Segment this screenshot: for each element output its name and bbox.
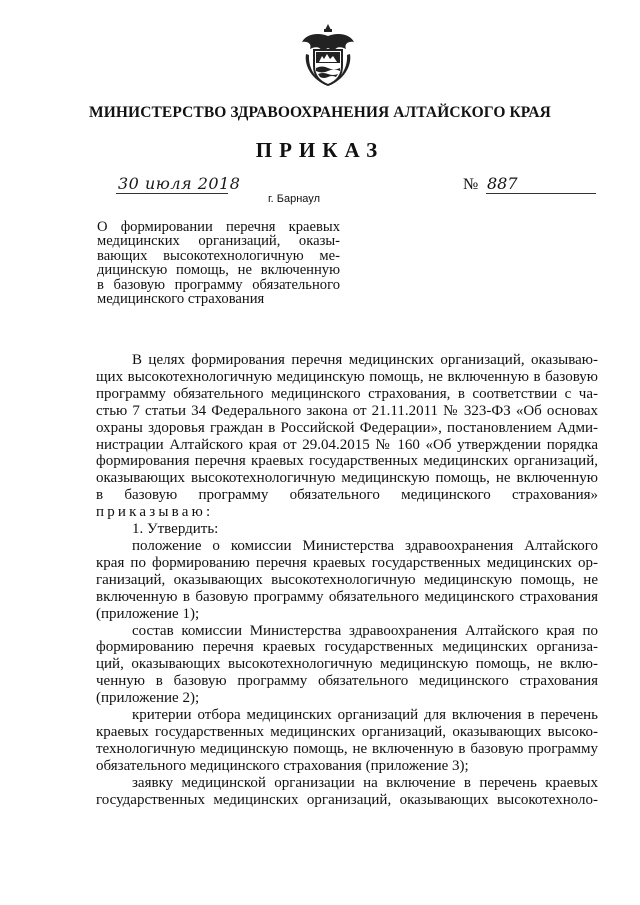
body-line-order-word: приказываю: xyxy=(96,504,214,521)
body-line: нистрации Алтайского края от 29.04.2015 № 160 «Об утверждении порядка xyxy=(96,436,598,453)
body-line: охраны здоровья граждан в Российской Федерации», постановлением Адми- xyxy=(96,419,598,436)
coat-of-arms-emblem xyxy=(300,22,356,88)
order-body xyxy=(96,352,598,808)
body-line: в базовую программу обязательного медицинского страхования» xyxy=(96,487,598,504)
body-line: краевых государственных медицинских организаций, оказывающих высоко- xyxy=(96,723,598,740)
body-line: стью 7 статьи 34 Федерального закона от 21.11.2011 № 323-ФЗ «Об основах xyxy=(96,402,598,419)
body-line: программу обязательного медицинского страхования, в соответствии с ча- xyxy=(96,385,598,402)
body-line: (приложение 1); xyxy=(96,605,200,622)
handwritten-date: 30 июля 2018 xyxy=(118,174,241,193)
body-line: формированию перечня краевых государственных медицинских организа- xyxy=(96,639,598,656)
body-line: государственных медицинских организаций, оказывающих высокотехноло- xyxy=(96,791,598,808)
body-line: заявку медицинской организации на включение в перечень краевых xyxy=(132,774,598,791)
body-line: щих высокотехнологичную медицинскую помощь, не включенную в базовую xyxy=(96,368,598,385)
subject-line: О формировании перечня краевых xyxy=(97,219,340,235)
body-line: (приложение 2); xyxy=(96,690,200,707)
body-line: состав комиссии Министерства здравоохранения Алтайского края по xyxy=(132,622,598,639)
subject-line: в базовую программу обязательного xyxy=(97,276,340,293)
number-label: № xyxy=(463,176,479,193)
subject-line: вающих высокотехнологичную ме- xyxy=(97,247,340,264)
body-line: включенную в базовую программу обязательного медицинского страхования xyxy=(96,588,598,605)
order-subject xyxy=(97,220,340,306)
body-line: ченную в базовую программу обязательного медицинского страхования xyxy=(96,673,598,690)
body-line: критерии отбора медицинских организаций для включения в перечень xyxy=(132,707,598,724)
date-underline xyxy=(116,193,228,194)
body-line: обязательного медицинского страхования (приложение 3); xyxy=(96,757,469,774)
body-line: формирования перечня краевых государственных медицинских организаций, xyxy=(96,453,598,470)
document-type: ПРИКАЗ xyxy=(255,138,385,162)
subject-line: медицинского страхования xyxy=(97,291,265,308)
handwritten-number: 887 xyxy=(487,174,518,193)
body-line: 1. Утвердить: xyxy=(132,521,219,538)
body-line: края по формированию перечня краевых государственных медицинских ор- xyxy=(96,554,598,571)
body-line: ций, оказывающих высокотехнологичную медицинскую помощь, не вклю- xyxy=(96,656,598,673)
subject-line: медицинских организаций, оказы- xyxy=(97,233,340,250)
body-line: В целях формирования перечня медицинских организаций, оказываю- xyxy=(132,352,598,368)
ministry-title: МИНИСТЕРСТВО ЗДРАВООХРАНЕНИЯ АЛТАЙСКОГО КРАЯ xyxy=(89,104,551,121)
number-underline xyxy=(486,193,596,194)
body-line: ганизаций, оказывающих высокотехнологичную медицинскую помощь, не xyxy=(96,571,598,588)
body-line: оказывающих высокотехнологичную медицинскую помощь, не включенную xyxy=(96,470,598,487)
body-line: положение о комиссии Министерства здравоохранения Алтайского xyxy=(132,537,598,554)
body-line: технологичную медицинскую помощь, не включенную в базовую программу xyxy=(96,740,598,757)
city-label: г. Барнаул xyxy=(268,193,320,205)
subject-line: дицинскую помощь, не включенную xyxy=(97,262,340,279)
